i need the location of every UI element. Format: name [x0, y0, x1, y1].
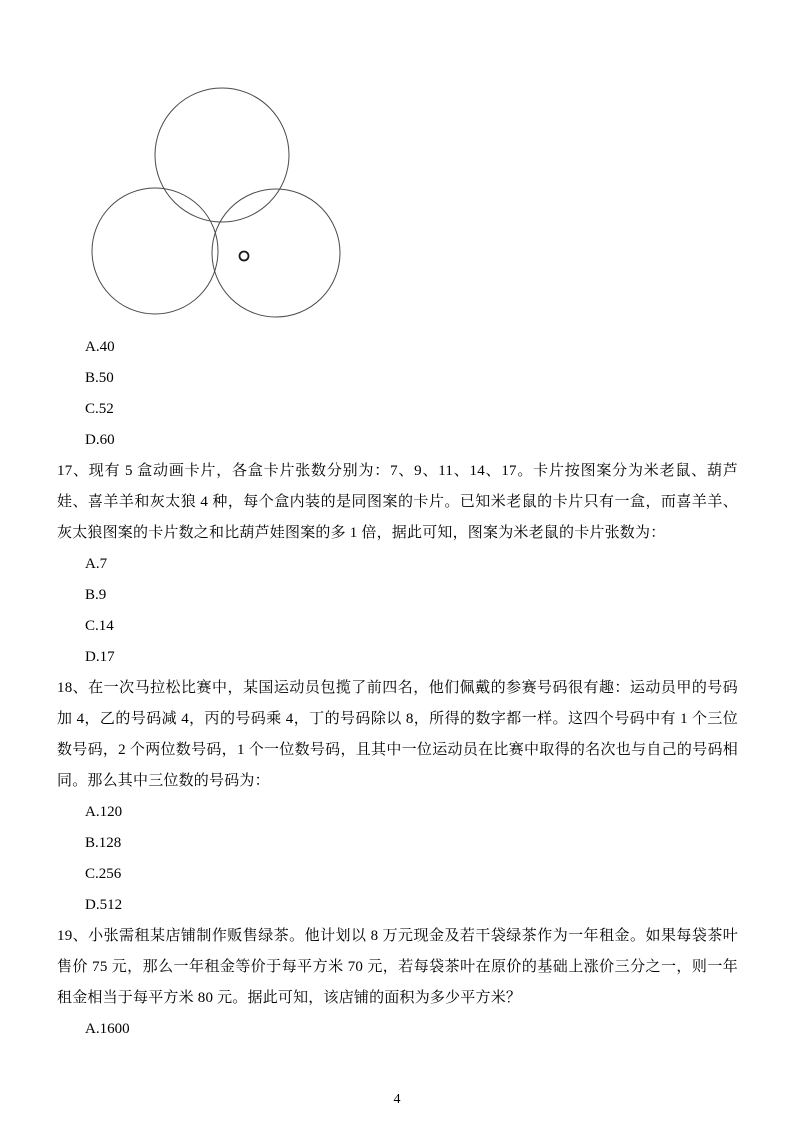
option-b: B.50 [85, 370, 114, 386]
question17-text: 17、现有 5 盒动画卡片，各盒卡片张数分别为：7、9、11、14、17。卡片按图案分为米老鼠、葫芦娃、喜羊羊和灰太狼 4 种，每个盒内装的是同图案的卡片。已知米老鼠的卡片只有一盒，而喜羊羊、灰太狼图案的卡片数之和比葫芦娃图案的多 1 倍，据此可知，图案为米老鼠的卡片张数为： [57, 463, 738, 541]
option-d: D.512 [85, 897, 123, 913]
question19-options [57, 1014, 738, 1045]
small-circle-o [240, 252, 249, 261]
option-b: B.9 [85, 587, 107, 603]
question18-text: 18、在一次马拉松比赛中，某国运动员包揽了前四名，他们佩戴的参赛号码很有趣：运动员甲的号码加 4，乙的号码减 4，丙的号码乘 4，丁的号码除以 8，所得的数字都一样。这四个号码中有 1 个三位数号码，2 个两位数号码，1 个一位数号码，且其中一位运动员在比赛中取得的名次也与自己的号码相同。那么其中三位数的号码为： [57, 680, 738, 789]
question16-options [57, 332, 738, 456]
option-b: B.128 [85, 835, 122, 851]
option-a: A.40 [85, 339, 115, 355]
option-c: C.52 [85, 401, 114, 417]
option-d: D.17 [85, 649, 115, 665]
question17-options [57, 549, 738, 673]
option-a: A.1600 [85, 1021, 130, 1037]
three-circles-diagram [90, 83, 352, 325]
option-d: D.60 [85, 432, 115, 448]
top-circle [155, 88, 289, 222]
option-c: C.14 [85, 618, 114, 634]
question16-figure [90, 83, 352, 325]
question19-text: 19、小张需租某店铺制作贩售绿茶。他计划以 8 万元现金及若干袋绿茶作为一年租金。如果每袋茶叶售价 75 元，那么一年租金等价于每平方米 70 元，若每袋茶叶在原价的基础上涨价三分之一，则一年租金相当于每平方米 80 元。据此可知，该店铺的面积为多少平方米？ [57, 928, 738, 1006]
option-a: A.120 [85, 804, 123, 820]
option-c: C.256 [85, 866, 122, 882]
bottom-left-circle [92, 188, 218, 314]
question18-options [57, 797, 738, 921]
option-a: A.7 [85, 556, 108, 572]
page-number: 4 [393, 1092, 401, 1107]
bottom-right-circle [212, 189, 340, 317]
content-area [57, 332, 738, 1045]
